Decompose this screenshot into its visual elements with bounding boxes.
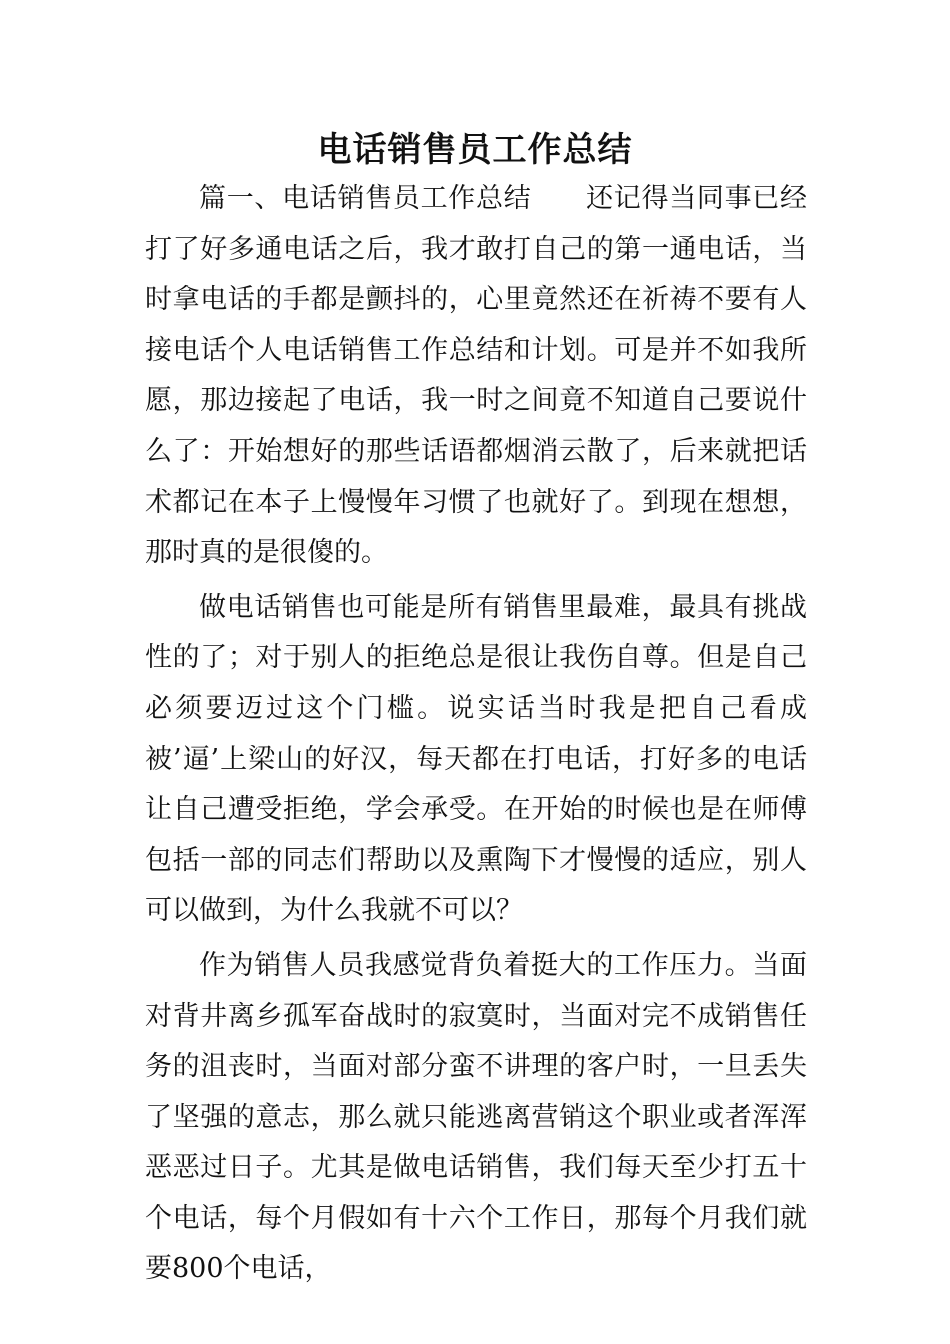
- paragraph-3-text: 作为销售人员我感觉背负着挺大的工作压力。当面对背井离乡孤军奋战时的寂寞时，当面对完不成销售任务的沮丧时，当面对部分蛮不讲理的客户时，一旦丢失了坚强的意志，那么就只能逃离营销这个职业或者浑浑恶恶过日子。尤其是做电话销售，我们每天至少打五十个电话，每个月假如有十六个工作日，那每个月我们就要800个电话，: [145, 949, 807, 1285]
- document-title: 电话销售员工作总结: [317, 130, 633, 170]
- paragraph-2-text: 做电话销售也可能是所有销售里最难，最具有挑战性的了；对于别人的拒绝总是很让我伤自尊。但是自己必须要迈过这个门槛。说实话当时我是把自己看成被’逼’上梁山的好汉，每天都在打电话，打好多的电话让自己遭受拒绝，学会承受。在开始的时候也是在师傅包括一部的同志们帮助以及熏陶下才慢慢的适应，别人可以做到，为什么我就不可以？: [145, 591, 807, 927]
- paragraph-2: [145, 583, 807, 937]
- paragraph-1: [145, 174, 807, 579]
- document-body: [145, 174, 807, 1295]
- paragraph-3: [145, 941, 807, 1295]
- paragraph-1-lead: 篇一、电话销售员工作总结: [199, 183, 532, 214]
- paragraph-1-text: 还记得当同事已经打了好多通电话之后，我才敢打自己的第一通电话，当时拿电话的手都是颤抖的，心里竟然还在祈祷不要有人接电话个人电话销售工作总结和计划。可是并不如我所愿，那边接起了电话，我一时之间竟不知道自己要说什么了：开始想好的那些话语都烟消云散了，后来就把话术都记在本子上慢慢年习惯了也就好了。到现在想想，那时真的是很傻的。: [145, 183, 808, 569]
